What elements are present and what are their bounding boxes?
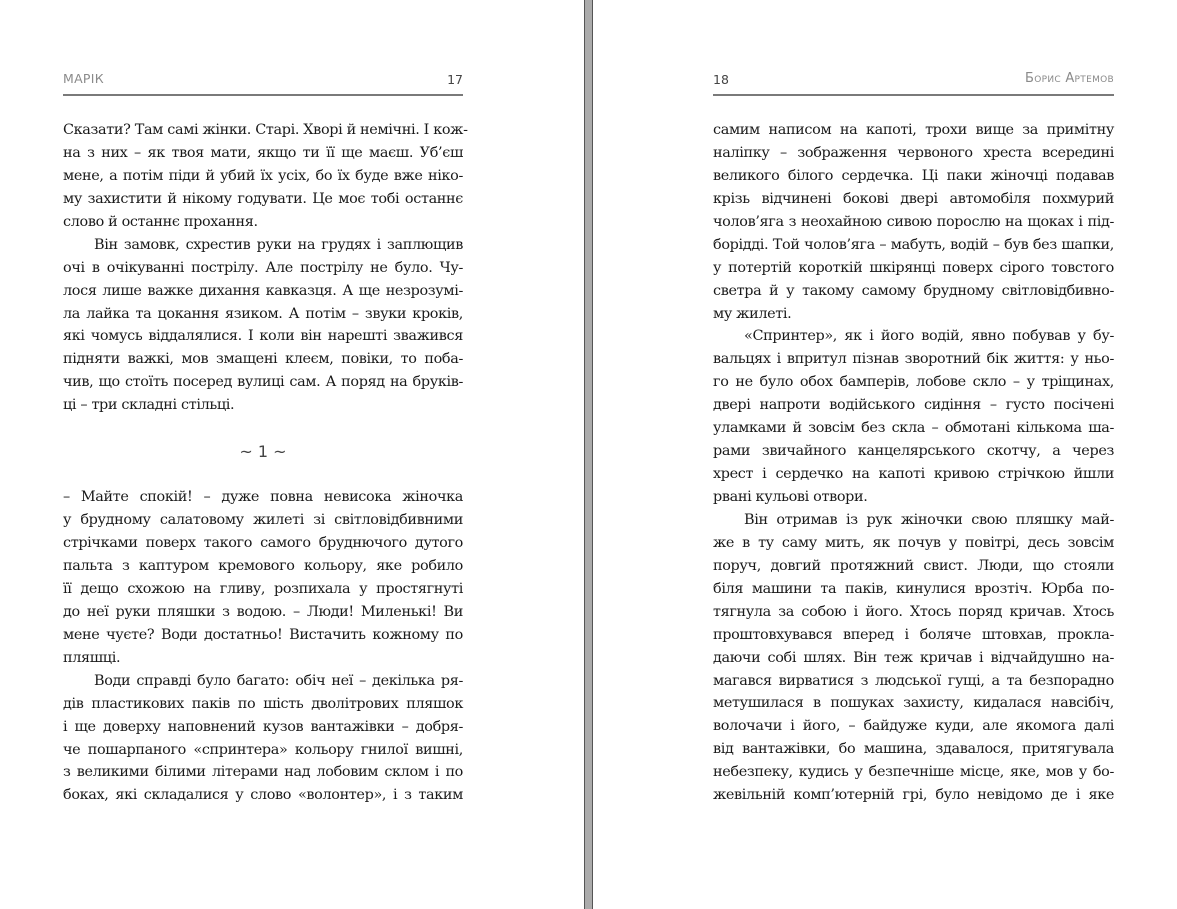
text-line: від вантажівки, бо машина, здавалося, притягувала	[713, 741, 1114, 758]
text-line: самим написом на капоті, трохи вище за примітну	[713, 122, 1114, 138]
paragraph	[63, 486, 463, 670]
paragraph	[63, 670, 463, 808]
text-line: Він отримав із рук жіночки свою пляшку май-	[744, 511, 1114, 528]
text-line: у потертій короткій шкірянці поверх сірого товстого	[713, 259, 1114, 276]
text-line: му захистити й нікому годувати. Це моє тобі останнє	[63, 190, 463, 207]
text-line: Води справді було багато: обіч неї – декілька ря-	[94, 672, 463, 689]
text-line: борідді. Той чолов’яга – мабуть, водій – був без шапки,	[713, 236, 1114, 253]
text-line: че пошарпаного «спринтера» кольору гнилої вишні,	[63, 741, 463, 758]
text-line: лося лише важке дихання кавказця. А ще незрозумі-	[63, 282, 463, 299]
text-line: чолов’яга з неохайною сивою порослю на щоках і під-	[713, 213, 1114, 230]
text-line: вальцях і впритул пізнав зворотний бік життя: у ньо-	[713, 351, 1114, 368]
text-line: очі в очікуванні пострілу. Але пострілу не було. Чу-	[63, 259, 463, 276]
text-line: пляшці.	[63, 649, 121, 666]
right-page-body	[713, 119, 1114, 807]
text-line: поруч, довгий протяжний свист. Люди, що стояли	[713, 557, 1114, 574]
book-gutter-divider	[584, 0, 593, 909]
text-line: светра й у такому самому брудному світловідбивно-	[713, 282, 1114, 299]
text-line: біля машини та паків, кинулися врозтіч. Юрба по-	[713, 580, 1114, 597]
text-line: небезпеку, кудись у безпечніше місце, яке, мов у бо-	[713, 764, 1114, 781]
text-line: хрест і сердечко на капоті кривою стрічкою йшли	[713, 466, 1114, 483]
text-line: стрічками поверх такого самого бруднючого дутого	[63, 535, 463, 552]
text-line: даючи собі шлях. Він теж кричав і відчайдушно на-	[713, 649, 1114, 666]
text-line: уламками й зовсім без скла – обмотані кількома ша-	[713, 420, 1114, 437]
text-line: тягнула за собою і його. Хтось поряд кричав. Хтось	[713, 603, 1114, 620]
text-line: її дещо схожою на гливу, розпихала у простягнуті	[63, 580, 463, 597]
text-line: пальта з каптуром кремового кольору, яке робило	[63, 558, 463, 574]
paragraph	[713, 325, 1114, 509]
text-line: магався вирватися з людської гущі, а та безпорадно	[713, 672, 1114, 689]
text-line: волочачи і його, – байдуже куди, але якомога далі	[713, 718, 1114, 735]
text-line: ла лайка та цокання язиком. А потім – звуки кроків,	[63, 305, 463, 322]
text-line: рвані кульові отвори.	[713, 489, 868, 505]
text-line: Сказати? Там самі жінки. Старі. Хворі й немічні. І кож-	[63, 122, 468, 138]
text-line: ці – три складні стільці.	[63, 397, 235, 414]
text-line: підняти важкі, мов змащені клеєм, повіки, то поба-	[63, 351, 463, 368]
text-line: «Спринтер», як і його водій, явно побував у бу-	[744, 328, 1114, 345]
text-line: чив, що стоїть посеред вулиці сам. А поряд на бруків-	[63, 374, 463, 391]
text-line: жевільній комп’ютерній грі, було невідомо де і яке	[713, 787, 1114, 804]
text-line: з великими білими літерами над лобовим склом і по	[63, 764, 463, 781]
page-number-right: 18	[713, 72, 729, 87]
right-page	[593, 0, 1177, 909]
left-page-header	[63, 66, 463, 96]
text-line: двері напроти водійського сидіння – густо посічені	[713, 397, 1114, 414]
text-line: рами звичайного канцелярського скотчу, а через	[713, 443, 1114, 460]
paragraph	[63, 234, 463, 418]
text-line: мене чуєте? Води достатньо! Вистачить кожному по	[63, 626, 463, 643]
left-page	[0, 0, 584, 909]
text-line: го не було обох бамперів, лобове скло – у тріщинах,	[713, 374, 1114, 391]
text-line: Він замовк, схрестив руки на грудях і заплющив	[94, 236, 463, 253]
text-line: наліпку – зображення червоного хреста всередині	[713, 144, 1114, 161]
text-line: же в ту саму мить, як почув у повітрі, десь зовсім	[713, 534, 1114, 551]
text-line: му жилеті.	[713, 305, 792, 322]
text-line: – Майте спокій! – дуже повна невисока жіночка	[63, 489, 463, 506]
running-title-book: МАРІК	[63, 71, 104, 86]
text-line: проштовхувався вперед і боляче штовхав, прокла-	[713, 626, 1114, 643]
text-line: у брудному салатовому жилеті зі світловідбивними	[63, 512, 463, 529]
paragraph	[63, 119, 468, 234]
left-page-body	[63, 119, 468, 807]
text-line: боках, які складалися у слово «волонтер», і з таким	[63, 787, 463, 804]
page-number-left: 17	[447, 72, 463, 87]
section-separator: ~ 1 ~	[239, 442, 287, 462]
text-line: на з них – як твоя мати, якщо ти її ще маєш. Уб’єш	[63, 144, 463, 161]
text-line: великого білого сердечка. Ці паки жіночці подавав	[713, 167, 1114, 184]
running-title-author: Борис Артемов	[1024, 71, 1114, 86]
text-line: які чомусь віддалялися. І коли він нарешті зважився	[63, 328, 463, 345]
text-line: слово й останнє прохання.	[63, 213, 258, 230]
paragraph	[713, 119, 1114, 325]
right-page-header	[713, 66, 1114, 96]
text-line: мене, а потім піди й убий їх усіх, бо їх буде вже ніко-	[63, 167, 463, 184]
text-line: до неї руки пляшки з водою. – Люди! Миленькі! Ви	[63, 603, 463, 620]
paragraph	[713, 509, 1114, 807]
text-line: крізь відчинені бокові двері автомобіля похмурий	[713, 190, 1114, 207]
text-line: метушилася в пошуках захисту, кидалася навсібіч,	[713, 695, 1114, 712]
text-line: дів пластикових паків по шість дволітрових пляшок	[63, 695, 463, 712]
text-line: і ще доверху наповнений кузов вантажівки – добря-	[63, 718, 463, 735]
